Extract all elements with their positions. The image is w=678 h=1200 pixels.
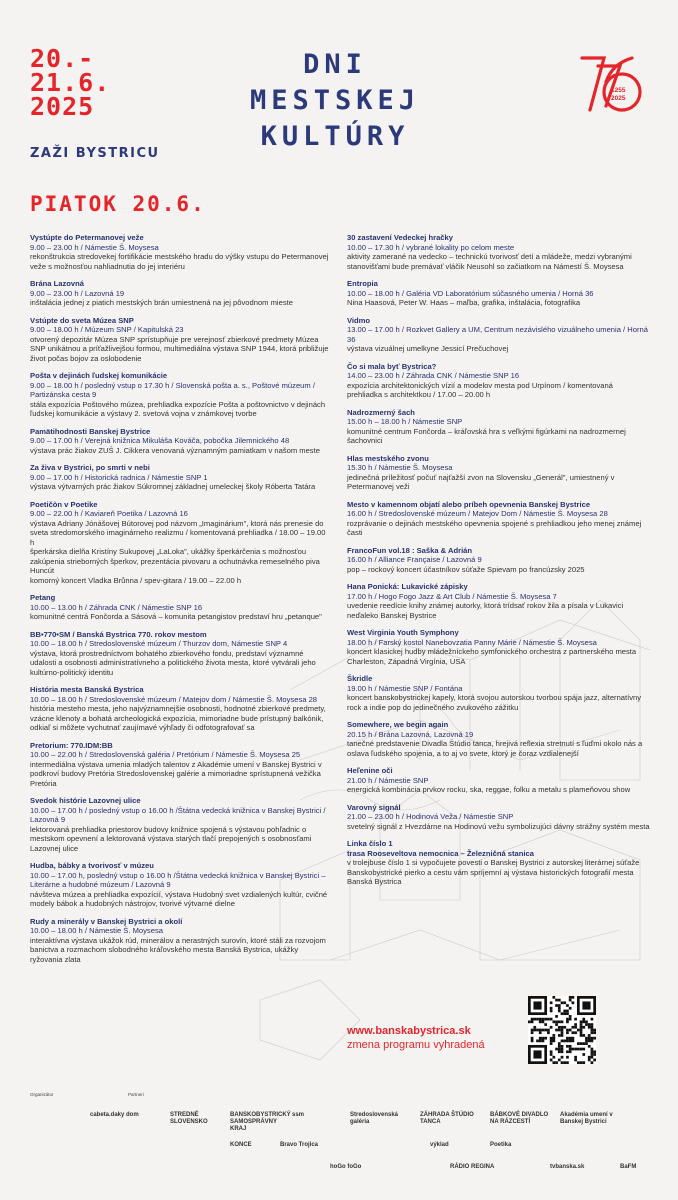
program-event [347,362,650,400]
event-time-place: 10.00 – 17.30 h / vybrané lokality po celom meste [347,242,515,252]
event-time-place: 15.30 h / Námestie Š. Moysesa [347,463,453,472]
partner-logo: výklad [430,1142,449,1148]
program-event [347,408,650,446]
event-description: komunitné centrá Fončorda a Sásová – komunita petangistov predstaví hru „petanque" [30,612,322,621]
event-title: Pošta v dejinách ľudskej komunikácie [30,371,168,380]
program-column-right [347,233,650,895]
partner-logo: cabeta.daky dom [90,1112,139,1118]
title-line: KULTÚRY [260,121,410,152]
partner-logo: ZÁHRADA ŠTÚDIO TANCA [420,1112,474,1125]
event-description: expozícia architektonických vízií a modelov mesta pod Urpínom / komentovaná prehliadka s architektkou / 17.00 – 20.00 h [347,380,613,399]
program-event [30,427,330,456]
event-description: intermediálna výstava umenia mladých talentov z Akadémie umení v Banskej Bystrici v podkroví budovy Pretória Stredoslovenskej galérie a mimoriadne sprístupnená vežička Pretória [30,759,322,788]
event-description: rozprávanie o dejinách mestského opevnenia spojené s prehliadkou jeho menej známej časti [347,518,642,537]
event-description: pop – rockový koncert účastníkov súťaže Spievam po francúzsky 2025 [347,564,585,574]
program-column-left [30,233,330,972]
event-title: Pamätihodnosti Banskej Bystrice [30,426,151,436]
event-time-place: 19.00 h / Námestie SNP / Fontána [347,683,463,693]
event-time-place: 9.00 – 18.00 h / Múzeum SNP / Kapitulská 23 [30,325,184,334]
event-description: komunitné centrum Fončorda – kráľovská hra s veľkými figúrkami na nadrozmernej šachovnici [347,426,626,445]
partner-logo: BANSKOBYSTRICKÝ SAMOSPRÁVNY KRAJ [230,1112,291,1132]
event-description: koncert banskobystrickej kapely, ktorá svojou autorskou tvorbou spája jazz, alternatívny rock a indie pop do jedinečného zvukového zážitku [347,693,642,712]
event-description: uvedenie reedície knihy známej autorky, ktorá trídsať rokov žila a písala v Lukavici neďaleko Banskej Bystrice [347,601,624,620]
event-description: interaktívna výstava ukážok rúd, minerálov a nerastných surovín, ktoré stáli za rozvojom banictva a rozmachom slobodného kráľovského mesta Banská Bystrica, ukážky ryžovania zlata [30,935,326,964]
event-title: Vystúpte do Petermanovej veže [30,233,144,242]
event-description: jedinečná príležitosť počuť najťažší zvon na Slovensku „Generál", umiestnený v Petermanovej veži [347,472,615,491]
event-title: Mesto v kamennom objatí alebo príbeh opevnenia Banskej Bystrice [347,499,591,509]
partners-label: Partneri [128,1092,144,1097]
event-description: Nina Haasová, Peter W. Haas – maľba, grafika, inštalácia, fotografika [347,298,581,307]
program-event [347,628,650,666]
partner-logo: Akadémia umení v Banskej Bystrici [560,1112,613,1125]
organizer-label: Organizátor [30,1092,54,1097]
program-event [30,463,330,492]
event-title: Vidmo [347,315,371,325]
program-event [30,741,330,789]
program-event [347,720,650,758]
event-description: návšteva múzea a prehliadka expozícií, výstava Hudobný svet vzdialených kultúr, cvičné modely bábok a hudobných nástrojov, tvorivé výtvarné dielne [30,889,328,908]
event-title: Pretorium: 770.IDM:BB [30,740,113,750]
event-title: Hana Ponická: Lukavické zápisky [347,582,468,591]
program-event [347,279,650,308]
program-event [347,233,650,271]
partner-logo: hoGo foGo [330,1164,362,1170]
website-link[interactable]: www.banskabystrica.sk [347,1025,471,1037]
event-description: inštalácia jednej z piatich mestských brán umiestnená na jej pôvodnom mieste [30,298,293,307]
tagline: ZAŽI BYSTRICU [30,146,160,161]
event-title: Petang [30,593,56,602]
partner-logo: Poetika [490,1142,512,1148]
event-time-place: 10.00 – 18.00 h / Stredoslovenské múzeum / Thurzov dom, Námestie SNP 4 [30,639,288,648]
event-title: Linka číslo 1 trasa Rooseveltova nemocnica – Železničná stanica [347,839,534,858]
event-title: Svedok histórie Lazovnej ulice [30,796,141,805]
event-description: výstava výtvarných prác žiakov Súkromnej základnej umeleckej školy Róberta Tatára [30,482,316,491]
website-block [347,1024,485,1052]
event-description: rekonštrukcia stredovekej fortifikácie mestského hradu do výšky vstupu do Petermanovej veže s možnosťou nahliadnutia do jej interiéru [30,252,329,271]
anniversary-770-logo [576,52,648,114]
program-event [30,796,330,853]
partner-logo: RÁDIO REGINA [450,1164,495,1170]
event-description: otvorený depozitár Múzea SNP sprístupňuje pre verejnosť zbierkové predmety Múzea SNP unikátnou a príťažlivejšou formou, multimediálna výstava SNP 1944, ktorá približuje život počas bojov za oslobodenie [30,334,329,363]
event-description: tanečné predstavenie Divadla Štúdio tanca, hrejivá reflexia stretnutí s ľuďmi okolo nás a oslava ľudského spojenia, a to aj vo svete, ktorý je čoraz vzdialenejší [347,739,643,758]
event-time-place: 18.00 h / Farský kostol Nanebovzatia Panny Márie / Námestie Š. Moysesa [347,637,597,647]
program-event [30,861,330,909]
event-description: v trolejbuse číslo 1 si vypočujete povesti o Banskej Bystrici z autorskej literárnej súťaže Banskobystrické pierko a cestu vám spríjemní aj výstava historických fotografií mesta Banská Bystrica [347,858,640,886]
logo-years: 1255 2025 [611,87,626,102]
event-description: aktivity zamerané na vedecko – technickú tvorivosť detí a mládeže, medzi vybranými stanovišťami bude premávať vláčik Neusohl so začiatkom na Námestí Š. Moysesa [347,252,632,271]
event-title: Poetičòn v Poetike [30,499,98,509]
event-time-place: 10.00 – 18.00 h / Stredoslovenské múzeum / Matejov dom / Námestie Š. Moysesa 28 [30,694,318,704]
event-title: FrancoFun vol.18 : Saška & Adrián [347,545,473,555]
event-description: výstava Adriany Jónášovej Bútorovej pod názvom „Imaginárium", ktorá nás prenesie do sveta stredomorského imaginárneho realizmu / komentovaná prehliadka / 18.00 – 19.00 h šperkárska dielňa Kristíny Sukupovej „LaLoka", ukážky šperkárčenia s možnosťou zakúpenia strieborných šperkov, prezentácia pivovaru a ochutnávka remeselného piva Huncút komorný koncert Vladka Brůnna / spev-gitara / 19.00 – 22.00 h [30,518,326,585]
event-title: BB•770•SM / Banská Bystrica 770. rokov mestom [30,629,207,639]
event-time-place: 17.00 h / Hogo Fogo Jazz & Art Club / Námestie Š. Moysesa 7 [347,591,557,601]
partners-section [30,1092,655,1184]
day-heading: PIATOK 20.6. [30,192,206,216]
partner-logo: tvbanska.sk [550,1164,585,1170]
program-event [30,917,330,965]
partner-logo: BaFM [620,1164,637,1170]
program-event [347,803,650,832]
partner-logo: Stredoslovenská galéria [350,1112,399,1125]
event-title: História mesta Banská Bystrica [30,685,144,694]
event-time-place: 10.00 – 18.00 h / Námestie Š. Moysesa [30,926,163,935]
event-description: koncert klasickej hudby mládežníckeho symfonického orchestra z partnerského mesta Charleston, Západná Virgínia, USA [347,647,637,666]
event-time-place: 20.15 h / Brána Lazovná, Lazovná 19 [347,729,474,739]
program-event [347,454,650,492]
event-description: výstava vizuálnej umelkyne Jessicí Prečuchovej [347,344,509,353]
event-time-place: 14.00 – 23.00 h / Záhrada CNK / Námestie SNP 16 [347,371,520,380]
program-event [347,500,650,538]
event-description: výstava prác žiakov ZUŠ J. Cikkera venovaná významným pamiatkam v našom meste [30,445,320,455]
program-event [30,371,330,419]
event-time-place: 21.00 h / Námestie SNP [347,775,429,785]
program-event [347,582,650,620]
program-event [30,593,330,622]
program-event [347,316,650,354]
event-title: Varovný signál [347,802,401,812]
program-event [347,839,650,887]
770-logo-graphic [576,52,648,114]
event-time-place: 10.00 – 13.00 h / Záhrada CNK / Námestie SNP 16 [30,602,203,612]
event-title: Somewhere, we begin again [347,720,449,729]
event-time-place: 9.00 – 17.00 h / Verejná knižnica Mikuláša Kováča, pobočka Jilemnického 48 [30,436,290,445]
partner-logo: Bravo Trojica [280,1142,319,1148]
event-title: Brána Lazovná [30,279,85,288]
event-time-place: 21.00 – 23.00 h / Hodinová Veža / Námestie SNP [347,812,514,821]
program-event [30,316,330,364]
event-title: Entropia [347,279,378,288]
partner-logo: KONCE [230,1142,252,1148]
event-title: West Virginia Youth Symphony [347,628,459,637]
event-description: história mesteho mesta, jeho najvýznamnejšie osobnosti, hodnotné zbierkové predmety, vzácne klenoty a bohatá archeologická expozícia, mimoriadne bude prístupný balkónik, odkiaľ si môžete vychutnať zaujímavé výhľady či odfotografovať sa [30,704,326,732]
event-description: lektorovaná prehliadka priestorov budovy knižnice spojená s výstavou pohľadnic o mestskom opevnení a lektorovaná výstava starých tlačí prepojených s osobnosťami Lazovnej ulice [30,824,312,853]
program-event [347,674,650,712]
event-title: Za živa v Bystrici, po smrti v nebi [30,463,150,472]
festival-title [230,47,440,155]
event-time-place: 9.00 – 23.00 h / Námestie Š. Moysesa [30,242,159,252]
event-title: Hudba, bábky a tvorivosť v múzeu [30,861,154,870]
event-time-place: 9.00 – 23.00 h / Lazovná 19 [30,288,125,298]
qr-code[interactable] [528,996,596,1064]
event-time-place: 15.00 h – 18.00 h / Námestie SNP [347,417,463,426]
event-time-place: 10.00 – 18.00 h / Galéria VD Laboratórium súčasného umenia / Horná 36 [347,288,594,298]
event-title: Hlas mestského zvonu [347,453,429,463]
event-time-place: 10.00 – 17.00 h / posledný vstup o 16.00 h /Štátna vedecká knižnica v Banskej Bystrici / Lazovná 9 [30,805,326,824]
event-title: Čo si mala byť Bystrica? [347,361,437,371]
event-description: výstava, ktorá prostredníctvom bohatého zbierkového fondu, predstaví významné udalosti a osobnosti administratívneho a politického života mesta, ktoré vytvárali jeho kultúrno-politický identitu [30,648,316,677]
title-line: DNI [303,49,367,80]
partner-logo: STREDNÉ SLOVENSKO [170,1112,208,1125]
program-event [347,766,650,795]
event-description: svetelný signál z Hvezdárne na Hodinovú vežu symbolizujúci dávny strážny systém mesta [347,821,650,831]
event-description: stála expozícia Poštového múzea, prehliadka expozície Pošta a poštovnictvo v dejinách ľudskej komunikácie a výstavy 2. svetová vojna v známkovej tvorbe [30,399,326,418]
program-event [30,630,330,678]
event-time-place: 9.00 – 22.00 h / Kaviareň Poetika / Lazovná 16 [30,509,188,518]
event-title: Nadrozmerný šach [347,407,415,417]
program-event [347,546,650,575]
event-time-place: 16.00 h / Alliance Française / Lazovná 9 [347,555,482,564]
event-title: Škridle [347,674,373,683]
program-event [30,685,330,733]
partner-logo: BÁBKOVÉ DIVADLO NA RÁZCESTÍ [490,1112,549,1125]
event-time-place: 9.00 – 17.00 h / Historická radnica / Námestie SNP 1 [30,472,208,482]
program-event [30,233,330,271]
event-description: energická kombinácia prvkov rocku, ska, reggae, folku a metalu s plameňovou show [347,785,631,794]
program-change-note: zmena programu vyhradená [347,1039,485,1051]
event-title: Heľenine oči [347,766,393,775]
event-title: 30 zastavení Vedeckej hračky [347,233,453,242]
event-time-place: 16.00 h / Stredoslovenské múzeum / Matejov Dom / Námestie Š. Moysesa 28 [347,509,608,518]
event-time-place: 10.00 – 22.00 h / Stredoslovenská galéria / Pretórium / Námestie Š. Moysesa 25 [30,750,301,759]
event-time-place: 9.00 – 18.00 h / posledný vstup o 17.30 h / Slovenská pošta a. s., Poštové múzeum / Partizánska cesta 9 [30,380,315,399]
event-dates: 20.- 21.6. 2025 [30,44,111,121]
event-title: Rudy a minerály v Banskej Bystrici a okolí [30,916,183,926]
event-time-place: 13.00 – 17.00 h / Rozkvet Gallery a UM, Centrum nezávislého vizuálneho umenia / Horná 36 [347,325,648,344]
program-event [30,279,330,308]
title-line: MESTSKEJ [249,85,421,116]
partner-logo: ssm [292,1112,305,1118]
event-time-place: 10.00 – 17.00 h, posledný vstup o 16.00 h /Štátna vedecká knižnica v Banskej Bystrici – Literárne a hudobné múzeum / Lazovná 9 [30,870,326,889]
program-event [30,500,330,586]
event-title: Vstúpte do sveta Múzea SNP [30,315,134,325]
